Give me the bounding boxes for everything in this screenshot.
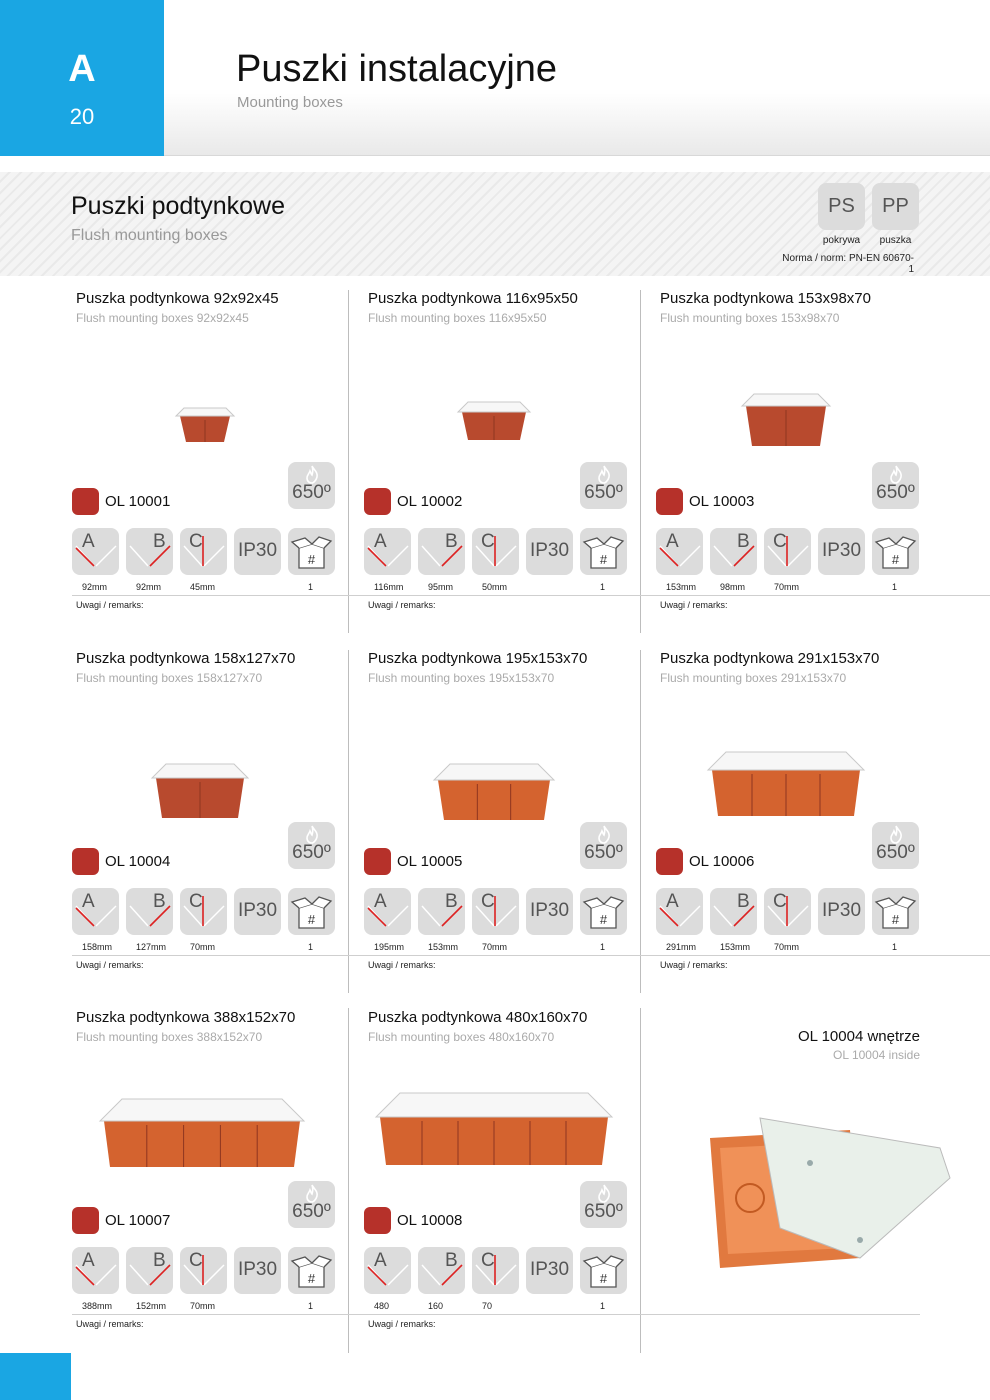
product-title: Puszka podtynkowa 92x92x45 — [76, 290, 279, 307]
product-image — [76, 350, 346, 480]
fire-temp: 650º — [584, 1201, 623, 1222]
page-subtitle: Mounting boxes — [237, 94, 343, 111]
product-title: Puszka podtynkowa 153x98x70 — [660, 290, 871, 307]
value-a: 388mm — [82, 1301, 113, 1311]
value-divider — [656, 595, 990, 596]
value-a: 153mm — [666, 582, 697, 592]
fire-temp: 650º — [292, 482, 331, 503]
dimension-c-icon — [472, 1247, 519, 1294]
product-image — [368, 710, 638, 840]
box-lid — [742, 394, 830, 406]
dimension-a-icon — [364, 888, 411, 935]
color-swatch — [72, 1207, 99, 1234]
product-title: Puszka podtynkowa 480x160x70 — [368, 1009, 588, 1026]
dim-c-letter: C — [481, 1250, 495, 1271]
product-title: Puszka podtynkowa 388x152x70 — [76, 1009, 296, 1026]
ip-rating-badge — [234, 1247, 281, 1294]
package-symbol: # — [307, 912, 316, 927]
value-c: 70mm — [190, 942, 216, 952]
product-title: Puszka podtynkowa 116x95x50 — [368, 290, 578, 307]
fire-temp: 650º — [292, 1201, 331, 1222]
fire-resistance-badge — [288, 462, 335, 509]
category-subtitle: Flush mounting boxes — [71, 227, 228, 244]
package-symbol: # — [307, 552, 316, 567]
package-icon — [580, 528, 627, 575]
value-pack: 1 — [308, 942, 314, 952]
product-title: Puszka podtynkowa 158x127x70 — [76, 650, 296, 667]
package-icon — [288, 1247, 335, 1294]
ip-rating-badge — [234, 528, 281, 575]
package-symbol: # — [599, 1271, 608, 1286]
fire-temp: 650º — [584, 482, 623, 503]
product-subtitle: Flush mounting boxes 153x98x70 — [660, 311, 840, 325]
box-lid — [152, 764, 248, 778]
product-card — [660, 290, 952, 650]
product-code: OL 10002 — [397, 493, 463, 510]
box-lid — [376, 1093, 612, 1117]
box-illustration — [76, 350, 346, 480]
value-pack: 1 — [600, 582, 606, 592]
package-icon — [580, 888, 627, 935]
dim-a-letter: A — [82, 531, 95, 552]
dim-a-letter: A — [666, 531, 679, 552]
value-divider — [364, 1314, 920, 1315]
fire-resistance-badge — [580, 822, 627, 869]
value-b: 153mm — [720, 942, 751, 952]
fire-resistance-badge — [872, 462, 919, 509]
dimension-b-icon — [418, 1247, 465, 1294]
product-title: Puszka podtynkowa 195x153x70 — [368, 650, 588, 667]
page-number: 20 — [69, 104, 95, 129]
remarks-label: Uwagi / remarks: — [76, 1319, 144, 1329]
product-code: OL 10005 — [397, 853, 463, 870]
value-a: 92mm — [82, 582, 108, 592]
dimension-b-icon — [126, 888, 173, 935]
product-card — [76, 650, 368, 1010]
remarks-label: Uwagi / remarks: — [76, 600, 144, 610]
ip-rating: IP30 — [821, 540, 862, 561]
ip-rating-badge — [818, 888, 865, 935]
dimension-b-icon — [418, 888, 465, 935]
dimension-a-icon — [72, 1247, 119, 1294]
fire-resistance-badge — [288, 822, 335, 869]
value-c: 70mm — [774, 582, 800, 592]
dim-a-letter: A — [374, 531, 387, 552]
remarks-label: Uwagi / remarks: — [368, 600, 436, 610]
value-b: 160 — [428, 1301, 444, 1311]
color-swatch — [656, 848, 683, 875]
value-c: 70 — [482, 1301, 493, 1311]
box-illustration — [76, 710, 346, 840]
ip-rating-badge — [234, 888, 281, 935]
fire-resistance-badge — [288, 1181, 335, 1228]
color-swatch — [364, 1207, 391, 1234]
dim-c-letter: C — [773, 891, 787, 912]
color-swatch — [656, 488, 683, 515]
dimension-c-icon — [472, 528, 519, 575]
package-symbol: # — [307, 1271, 316, 1286]
value-pack: 1 — [600, 1301, 606, 1311]
value-a: 480 — [374, 1301, 390, 1311]
value-pack: 1 — [892, 582, 898, 592]
value-pack: 1 — [308, 1301, 314, 1311]
value-c: 70mm — [482, 942, 508, 952]
dim-c-letter: C — [189, 891, 203, 912]
dim-a-letter: A — [82, 891, 95, 912]
box-lid — [434, 764, 554, 780]
box-illustration — [76, 1069, 346, 1199]
ip-rating-badge — [818, 528, 865, 575]
product-image — [76, 1069, 346, 1199]
inside-subtitle: OL 10004 inside — [833, 1048, 920, 1062]
legend-pp-badge: PP — [872, 183, 919, 230]
legend-ps-label: pokrywa — [822, 235, 861, 246]
value-b: 92mm — [136, 582, 162, 592]
product-image — [368, 350, 638, 480]
inside-title: OL 10004 wnętrze — [797, 1028, 920, 1045]
box-lid — [100, 1099, 304, 1121]
product-subtitle: Flush mounting boxes 116x95x50 — [368, 311, 547, 325]
box-body — [438, 780, 550, 820]
color-swatch — [364, 488, 391, 515]
package-symbol: # — [891, 912, 900, 927]
dimension-a-icon — [72, 528, 119, 575]
fire-temp: 650º — [292, 842, 331, 863]
fire-resistance-badge — [872, 822, 919, 869]
legend-pp-label: puszka — [879, 235, 912, 246]
dimension-c-icon — [180, 528, 227, 575]
product-subtitle: Flush mounting boxes 291x153x70 — [660, 671, 847, 685]
color-swatch — [72, 848, 99, 875]
package-icon — [288, 888, 335, 935]
package-icon — [580, 1247, 627, 1294]
value-a: 116mm — [374, 582, 404, 592]
dim-a-letter: A — [666, 891, 679, 912]
value-a: 195mm — [374, 942, 405, 952]
ip-rating: IP30 — [237, 900, 278, 921]
ip-rating: IP30 — [529, 540, 570, 561]
corner-tab — [0, 1353, 71, 1400]
dimension-c-icon — [472, 888, 519, 935]
fire-temp: 650º — [584, 842, 623, 863]
dim-b-letter: B — [153, 891, 166, 912]
value-b: 95mm — [428, 582, 454, 592]
dim-b-letter: B — [445, 1250, 458, 1271]
dim-a-letter: A — [374, 1250, 387, 1271]
value-b: 127mm — [136, 942, 167, 952]
product-subtitle: Flush mounting boxes 195x153x70 — [368, 671, 555, 685]
dim-b-letter: B — [445, 531, 458, 552]
product-subtitle: Flush mounting boxes 92x92x45 — [76, 311, 249, 325]
package-symbol: # — [599, 912, 608, 927]
category-title: Puszki podtynkowe — [71, 192, 286, 220]
product-subtitle: Flush mounting boxes 480x160x70 — [368, 1030, 555, 1044]
dim-b-letter: B — [737, 531, 750, 552]
value-pack: 1 — [892, 942, 898, 952]
value-b: 152mm — [136, 1301, 167, 1311]
remarks-label: Uwagi / remarks: — [660, 600, 728, 610]
remarks-label: Uwagi / remarks: — [76, 960, 144, 970]
norm-text: Norma / norm: PN-EN 60670-1 — [782, 253, 914, 275]
ip-rating-badge — [526, 528, 573, 575]
color-swatch — [364, 848, 391, 875]
dimension-c-icon — [180, 1247, 227, 1294]
product-title: Puszka podtynkowa 291x153x70 — [660, 650, 880, 667]
dim-c-letter: C — [481, 891, 495, 912]
product-image — [660, 710, 930, 840]
product-code: OL 10001 — [105, 493, 171, 510]
color-swatch — [72, 488, 99, 515]
fire-resistance-badge — [580, 1181, 627, 1228]
dimension-a-icon — [656, 888, 703, 935]
remarks-label: Uwagi / remarks: — [368, 960, 436, 970]
remarks-label: Uwagi / remarks: — [368, 1319, 436, 1329]
value-a: 158mm — [82, 942, 113, 952]
box-body — [104, 1121, 300, 1167]
value-c: 45mm — [190, 582, 216, 592]
box-lid — [176, 408, 234, 416]
page-title: Puszki instalacyjne — [236, 48, 558, 90]
product-image — [76, 710, 346, 840]
package-icon — [872, 888, 919, 935]
dim-a-letter: A — [374, 891, 387, 912]
dim-c-letter: C — [189, 1250, 203, 1271]
inside-photo — [700, 1108, 960, 1283]
dimension-b-icon — [710, 888, 757, 935]
section-letter: A — [68, 48, 96, 90]
value-c: 70mm — [190, 1301, 216, 1311]
box-illustration — [368, 710, 638, 840]
product-subtitle: Flush mounting boxes 388x152x70 — [76, 1030, 263, 1044]
fire-temp: 650º — [876, 842, 915, 863]
dimension-a-icon — [364, 528, 411, 575]
remarks-label: Uwagi / remarks: — [660, 960, 728, 970]
dimension-a-icon — [364, 1247, 411, 1294]
value-a: 291mm — [666, 942, 697, 952]
ip-rating-badge — [526, 1247, 573, 1294]
value-divider — [656, 955, 990, 956]
dim-c-letter: C — [773, 531, 787, 552]
package-icon — [288, 528, 335, 575]
dimension-a-icon — [72, 888, 119, 935]
product-code: OL 10008 — [397, 1212, 463, 1229]
product-subtitle: Flush mounting boxes 158x127x70 — [76, 671, 263, 685]
box-illustration — [368, 350, 638, 480]
product-code: OL 10003 — [689, 493, 755, 510]
dim-b-letter: B — [153, 531, 166, 552]
dim-a-letter: A — [82, 1250, 95, 1271]
product-card — [660, 650, 952, 1010]
product-card — [76, 290, 368, 650]
box-illustration — [368, 1069, 638, 1199]
product-code: OL 10004 — [105, 853, 171, 870]
fire-temp: 650º — [876, 482, 915, 503]
ip-rating: IP30 — [821, 900, 862, 921]
product-card — [368, 650, 660, 1010]
package-symbol: # — [891, 552, 900, 567]
dimension-a-icon — [656, 528, 703, 575]
fire-resistance-badge — [580, 462, 627, 509]
package-symbol: # — [599, 552, 608, 567]
value-pack: 1 — [308, 582, 314, 592]
product-code: OL 10007 — [105, 1212, 171, 1229]
box-lid — [458, 402, 530, 412]
value-pack: 1 — [600, 942, 606, 952]
dim-c-letter: C — [481, 531, 495, 552]
value-b: 98mm — [720, 582, 746, 592]
dimension-c-icon — [764, 888, 811, 935]
ip-rating: IP30 — [529, 900, 570, 921]
dim-c-letter: C — [189, 531, 203, 552]
ip-rating: IP30 — [529, 1259, 570, 1280]
product-card — [76, 1009, 368, 1369]
value-b: 153mm — [428, 942, 459, 952]
legend-ps-badge: PS — [818, 183, 865, 230]
product-card — [368, 1009, 660, 1369]
product-code: OL 10006 — [689, 853, 755, 870]
dimension-c-icon — [764, 528, 811, 575]
box-lid — [708, 752, 864, 770]
value-c: 70mm — [774, 942, 800, 952]
dimension-c-icon — [180, 888, 227, 935]
box-illustration — [660, 710, 930, 840]
product-image — [368, 1069, 638, 1199]
dimension-b-icon — [710, 528, 757, 575]
dim-b-letter: B — [737, 891, 750, 912]
dimension-b-icon — [126, 528, 173, 575]
dim-b-letter: B — [445, 891, 458, 912]
dimension-b-icon — [418, 528, 465, 575]
value-c: 50mm — [482, 582, 508, 592]
product-card — [368, 290, 660, 650]
box-illustration — [660, 350, 930, 480]
section-tab — [0, 0, 164, 156]
ip-rating: IP30 — [237, 1259, 278, 1280]
ip-rating: IP30 — [237, 540, 278, 561]
dimension-b-icon — [126, 1247, 173, 1294]
package-icon — [872, 528, 919, 575]
ip-rating-badge — [526, 888, 573, 935]
dim-b-letter: B — [153, 1250, 166, 1271]
product-image — [660, 350, 930, 480]
